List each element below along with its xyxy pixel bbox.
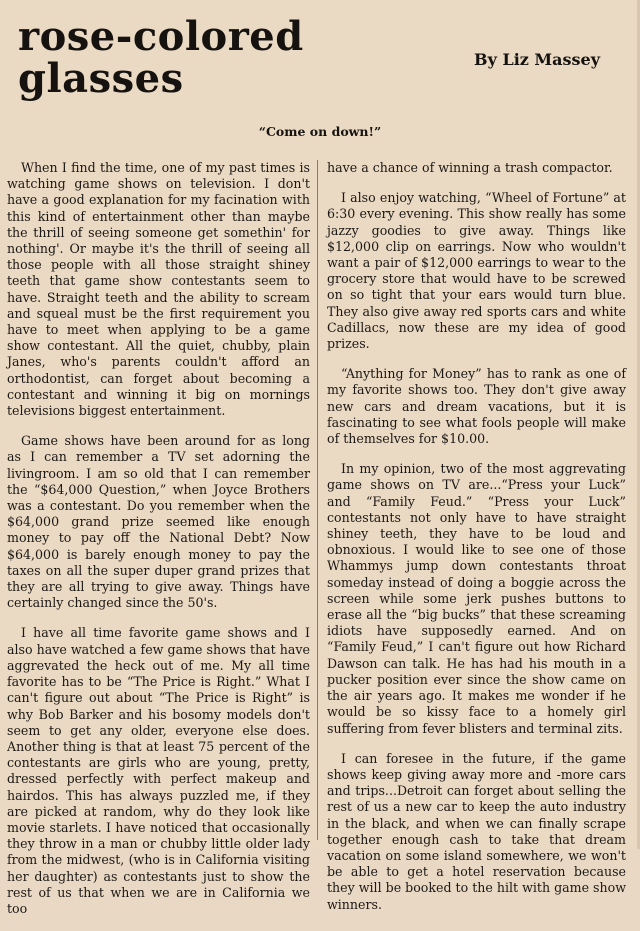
headline: rose-colored glasses: [18, 13, 304, 102]
paragraph: In my opinion, two of the most aggrevating game shows on TV are...“Press your Luck” and “Family Feud.” “Press your Luck” contestants not only have to have straight shiney teeth, they have to be loud and obnoxious. I would like to see one of those Whammys jump down contestants throat someday instead of doing a boggie across the screen while some jerk pushes buttons to erase all the “big bucks” that these screaming idiots have supposedly earned. And on “Family Feud,” I can't figure out how Richard Dawson can talk. He has had his mouth in a pucker position ever since the show came on the air years ago. It makes me wonder if he would be so kissy face to a homely girl suffering from fever blisters and terminal zits.: [327, 461, 626, 736]
column-divider: [317, 160, 318, 840]
byline: By Liz Massey: [474, 50, 600, 69]
paragraph: have a chance of winning a trash compactor.: [327, 160, 613, 175]
article-column-right: [327, 160, 626, 927]
paragraph: I can foresee in the future, if the game shows keep giving away more and -more cars and trips...Detroit can forget about selling the rest of us a new car to keep the auto industry in the black, and when we can finally scrape together enough cash to take that dream vacation on some island somewhere, we won't be able to get a hotel reservation because they will be booked to the hilt with game show winners.: [327, 750, 626, 912]
pull-quote: “Come on down!”: [258, 124, 382, 139]
article-column-left: [7, 160, 310, 931]
paragraph: Game shows have been around for as long as I can remember a TV set adorning the livingroom. I am so old that I can remember the “$64,000 Question,” when Joyce Brothers was a contestant. Do you remember when the $64,000 grand prize seemed like enough money to pay off the National Debt? Now $64,000 is barely enough money to pay the taxes on all the super duper grand prizes that they are all trying to give away. Things have certainly changed since the 50's.: [7, 433, 310, 611]
paragraph: I also enjoy watching, “Wheel of Fortune” at 6:30 every evening. This show really has some jazzy goodies to give away. Things like $12,000 clip on earrings. Now who wouldn't want a pair of $12,000 earrings to wear to the grocery store that would have to be screwed on so tight that your ears would turn blue. They also give away red sports cars and white Cadillacs, now these are my idea of good prizes.: [327, 190, 626, 352]
paragraph: I have all time favorite game shows and I also have watched a few game shows that have aggrevated the heck out of me. My all time favorite has to be “The Price is Right.” What I can't figure out about “The Price is Right” is why Bob Barker and his bosomy models don't seem to get any older, everyone else does. Another thing is that at least 75 percent of the contestants are girls who are young, pretty, dressed perfectly with perfect makeup and hairdos. This has always puzzled me, if they are picked at random, why do they look like movie starlets. I have noticed that occasionally they throw in a man or chubby little older lady from the midwest, (who is in California visiting her daughter) as contestants just to show the rest of us that when we are in California we too: [7, 625, 310, 916]
paragraph: When I find the time, one of my past times is watching game shows on television. I don't have a good explanation for my facination with this kind of entertainment other than maybe the thrill of seeing someone get somethin' for nothing'. Or maybe it's the thrill of seeing all those people with all those straight shiney teeth that game show contestants seem to have. Straight teeth and the ability to scream and squeal must be the first requirement you have to meet when applying to be a game show contestant. All the quiet, chubby, plain Janes, who's parents couldn't afford an orthodontist, can forget about becoming a contestant and winning it big on mornings televisions biggest entertainment.: [7, 160, 310, 419]
paragraph: “Anything for Money” has to rank as one of my favorite shows too. They don't give away new cars and dream vacations, but it is fascinating to see what fools people will make of themselves for $10.00.: [327, 366, 626, 447]
